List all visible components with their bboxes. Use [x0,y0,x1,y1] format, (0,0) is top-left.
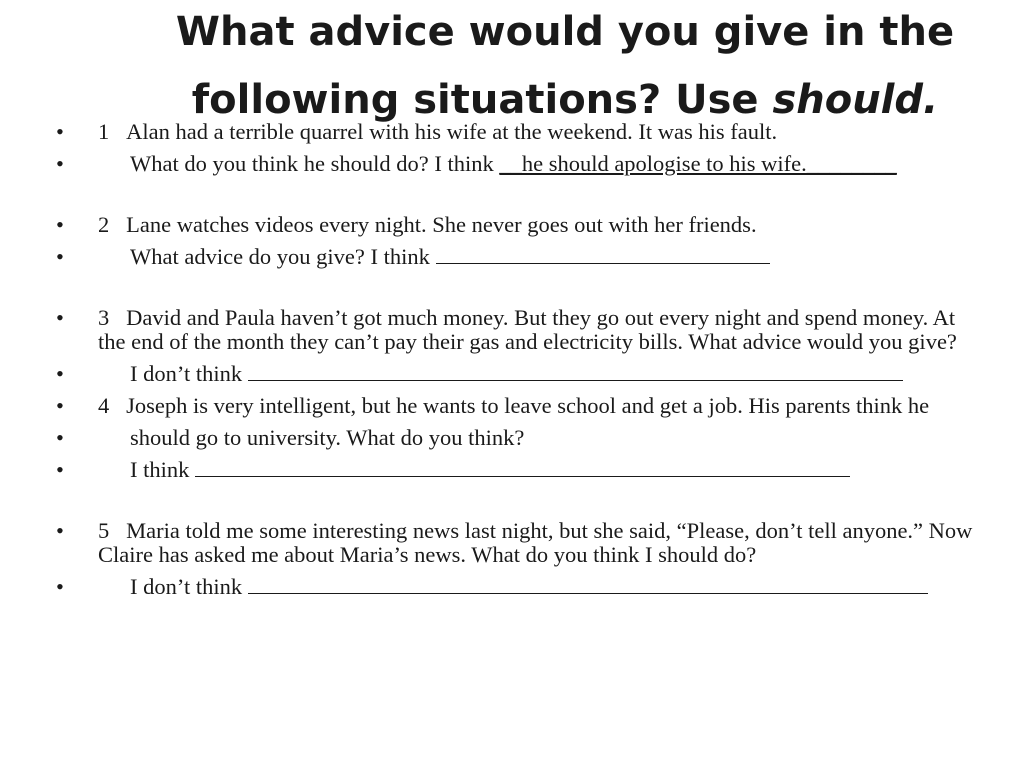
answer-prompt: What do you think he should do? I think [130,151,500,176]
slide-title [150,0,980,134]
list-item [56,458,976,482]
list-item [56,362,976,386]
answer-blank[interactable] [436,245,770,264]
list-item [56,120,976,144]
list-item [56,152,976,176]
list-item [56,575,976,599]
bullet: • [56,305,64,330]
answer-prompt: I think [130,457,195,482]
question-number: 4 [98,393,110,418]
bullet: • [56,361,64,386]
list-item [56,306,976,354]
list-item [56,213,976,237]
question-text: David and Paula haven’t got much money. But they go out every night and spend money. At the end of the month they can’t pay their gas and electricity bills. What advice would you give? [98,305,957,354]
question-text: Alan had a terrible quarrel with his wife at the weekend. It was his fault. [126,119,778,144]
list-item [56,426,976,450]
question-number: 5 [98,518,110,543]
answer-blank[interactable] [248,575,928,594]
question-number: 3 [98,305,110,330]
bullet: • [56,457,64,482]
bullet: • [56,119,64,144]
bullet: • [56,574,64,599]
answer-prompt: What advice do you give? I think [130,244,436,269]
bullet: • [56,212,64,237]
example-answer: __he should apologise to his wife.________ [499,151,897,176]
bullet: • [56,244,64,269]
answer-prompt: I don’t think [130,361,248,386]
bullet: • [56,425,64,450]
answer-prompt: I don’t think [130,574,248,599]
question-text: Maria told me some interesting news last night, but she said, “Please, don’t tell anyone.” Now Claire has asked me about Maria’s news. What do you think I should do? [98,518,973,567]
list-item [56,245,976,269]
bullet: • [56,393,64,418]
bullet: • [56,518,64,543]
title-emphasis: should. [772,77,939,123]
exercise-list [56,120,976,599]
question-text-continued: should go to university. What do you think? [130,425,525,450]
list-item [56,519,976,567]
bullet: • [56,151,64,176]
title-line-1: What advice would you give in the [175,9,955,55]
list-item [56,394,976,418]
answer-blank[interactable] [248,362,903,381]
answer-blank[interactable] [195,458,850,477]
question-number: 2 [98,212,110,237]
question-number: 1 [98,119,110,144]
question-text: Joseph is very intelligent, but he wants to leave school and get a job. His parents think he [126,393,930,418]
question-text: Lane watches videos every night. She never goes out with her friends. [126,212,757,237]
title-line-2-text: following situations? Use [191,77,773,123]
